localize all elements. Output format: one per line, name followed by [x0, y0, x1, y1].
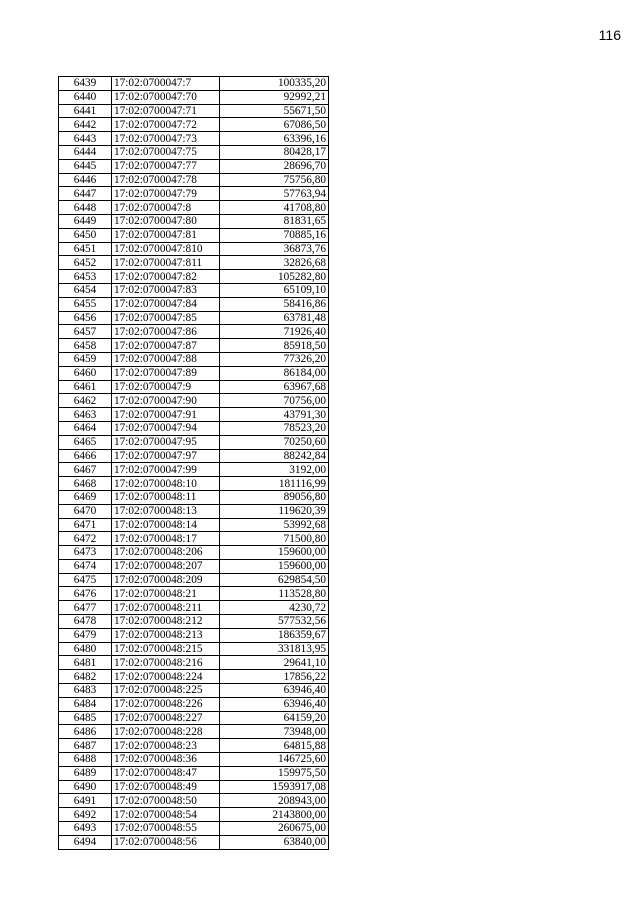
amount-cell: 36873,76	[220, 242, 329, 256]
cadastral-number-cell: 17:02:0700047:81	[112, 228, 220, 242]
amount-cell: 208943,00	[220, 794, 329, 808]
table-row	[59, 132, 329, 146]
cadastral-number-cell: 17:02:0700048:36	[112, 753, 220, 767]
table-row	[59, 283, 329, 297]
cadastral-number-cell: 17:02:0700048:13	[112, 504, 220, 518]
cadastral-number-cell: 17:02:0700047:90	[112, 394, 220, 408]
row-number-cell: 6487	[59, 739, 112, 753]
row-number-cell: 6462	[59, 394, 112, 408]
amount-cell: 331813,95	[220, 642, 329, 656]
cadastral-number-cell: 17:02:0700048:209	[112, 573, 220, 587]
amount-cell: 86184,00	[220, 366, 329, 380]
amount-cell: 119620,39	[220, 504, 329, 518]
row-number-cell: 6485	[59, 711, 112, 725]
table-row	[59, 739, 329, 753]
amount-cell: 63840,00	[220, 835, 329, 849]
row-number-cell: 6476	[59, 587, 112, 601]
row-number-cell: 6490	[59, 780, 112, 794]
table-row	[59, 753, 329, 767]
table-row	[59, 256, 329, 270]
cadastral-number-cell: 17:02:0700048:212	[112, 615, 220, 629]
amount-cell: 146725,60	[220, 753, 329, 767]
amount-cell: 3192,00	[220, 463, 329, 477]
amount-cell: 70250,60	[220, 435, 329, 449]
row-number-cell: 6492	[59, 808, 112, 822]
cadastral-number-cell: 17:02:0700047:82	[112, 270, 220, 284]
row-number-cell: 6452	[59, 256, 112, 270]
amount-cell: 67086,50	[220, 118, 329, 132]
table-row	[59, 684, 329, 698]
row-number-cell: 6440	[59, 90, 112, 104]
row-number-cell: 6488	[59, 753, 112, 767]
amount-cell: 41708,80	[220, 201, 329, 215]
row-number-cell: 6457	[59, 325, 112, 339]
amount-cell: 100335,20	[220, 77, 329, 91]
table-row	[59, 711, 329, 725]
table-row	[59, 77, 329, 91]
amount-cell: 63781,48	[220, 311, 329, 325]
cadastral-number-cell: 17:02:0700047:71	[112, 104, 220, 118]
row-number-cell: 6445	[59, 159, 112, 173]
amount-cell: 64815,88	[220, 739, 329, 753]
cadastral-number-cell: 17:02:0700047:70	[112, 90, 220, 104]
amount-cell: 55671,50	[220, 104, 329, 118]
cadastral-number-cell: 17:02:0700048:228	[112, 725, 220, 739]
amount-cell: 63946,40	[220, 684, 329, 698]
amount-cell: 43791,30	[220, 408, 329, 422]
amount-cell: 181116,99	[220, 477, 329, 491]
table-row	[59, 325, 329, 339]
table-row	[59, 794, 329, 808]
row-number-cell: 6480	[59, 642, 112, 656]
row-number-cell: 6473	[59, 546, 112, 560]
amount-cell: 78523,20	[220, 421, 329, 435]
table-row	[59, 421, 329, 435]
table-row	[59, 118, 329, 132]
table-row	[59, 380, 329, 394]
row-number-cell: 6442	[59, 118, 112, 132]
amount-cell: 1593917,08	[220, 780, 329, 794]
cadastral-number-cell: 17:02:0700048:206	[112, 546, 220, 560]
table-row	[59, 435, 329, 449]
table-row	[59, 559, 329, 573]
row-number-cell: 6443	[59, 132, 112, 146]
row-number-cell: 6456	[59, 311, 112, 325]
amount-cell: 4230,72	[220, 601, 329, 615]
row-number-cell: 6447	[59, 187, 112, 201]
cadastral-number-cell: 17:02:0700047:72	[112, 118, 220, 132]
amount-cell: 92992,21	[220, 90, 329, 104]
row-number-cell: 6461	[59, 380, 112, 394]
cadastral-number-cell: 17:02:0700047:87	[112, 339, 220, 353]
amount-cell: 159975,50	[220, 766, 329, 780]
cadastral-number-cell: 17:02:0700047:99	[112, 463, 220, 477]
table-row	[59, 366, 329, 380]
amount-cell: 57763,94	[220, 187, 329, 201]
table-row	[59, 587, 329, 601]
cadastral-number-cell: 17:02:0700047:85	[112, 311, 220, 325]
cadastral-number-cell: 17:02:0700048:21	[112, 587, 220, 601]
amount-cell: 81831,65	[220, 214, 329, 228]
cadastral-number-cell: 17:02:0700047:810	[112, 242, 220, 256]
cadastral-number-cell: 17:02:0700048:49	[112, 780, 220, 794]
row-number-cell: 6482	[59, 670, 112, 684]
amount-cell: 63396,16	[220, 132, 329, 146]
cadastral-number-cell: 17:02:0700047:7	[112, 77, 220, 91]
cadastral-number-cell: 17:02:0700047:88	[112, 352, 220, 366]
table-row	[59, 546, 329, 560]
row-number-cell: 6460	[59, 366, 112, 380]
row-number-cell: 6464	[59, 421, 112, 435]
cadastral-number-cell: 17:02:0700047:811	[112, 256, 220, 270]
row-number-cell: 6467	[59, 463, 112, 477]
table-row	[59, 601, 329, 615]
table-row	[59, 270, 329, 284]
cadastral-number-cell: 17:02:0700047:89	[112, 366, 220, 380]
amount-cell: 159600,00	[220, 559, 329, 573]
cadastral-number-cell: 17:02:0700048:56	[112, 835, 220, 849]
cadastral-number-cell: 17:02:0700048:11	[112, 490, 220, 504]
row-number-cell: 6494	[59, 835, 112, 849]
amount-cell: 577532,56	[220, 615, 329, 629]
cadastral-number-cell: 17:02:0700048:211	[112, 601, 220, 615]
table-row	[59, 808, 329, 822]
cadastral-number-cell: 17:02:0700047:84	[112, 297, 220, 311]
amount-cell: 65109,10	[220, 283, 329, 297]
row-number-cell: 6469	[59, 490, 112, 504]
row-number-cell: 6481	[59, 656, 112, 670]
table-row	[59, 394, 329, 408]
row-number-cell: 6483	[59, 684, 112, 698]
amount-cell: 186359,67	[220, 628, 329, 642]
table-row	[59, 449, 329, 463]
amount-cell: 64159,20	[220, 711, 329, 725]
cadastral-number-cell: 17:02:0700048:216	[112, 656, 220, 670]
data-table	[58, 76, 329, 850]
row-number-cell: 6449	[59, 214, 112, 228]
amount-cell: 73948,00	[220, 725, 329, 739]
cadastral-number-cell: 17:02:0700047:78	[112, 173, 220, 187]
table-row	[59, 615, 329, 629]
cadastral-number-cell: 17:02:0700048:224	[112, 670, 220, 684]
row-number-cell: 6465	[59, 435, 112, 449]
amount-cell: 58416,86	[220, 297, 329, 311]
amount-cell: 70756,00	[220, 394, 329, 408]
table-row	[59, 780, 329, 794]
table-row	[59, 339, 329, 353]
row-number-cell: 6455	[59, 297, 112, 311]
amount-cell: 85918,50	[220, 339, 329, 353]
row-number-cell: 6453	[59, 270, 112, 284]
amount-cell: 89056,80	[220, 490, 329, 504]
table-row	[59, 504, 329, 518]
row-number-cell: 6468	[59, 477, 112, 491]
cadastral-number-cell: 17:02:0700047:73	[112, 132, 220, 146]
amount-cell: 80428,17	[220, 145, 329, 159]
row-number-cell: 6470	[59, 504, 112, 518]
amount-cell: 2143800,00	[220, 808, 329, 822]
table-row	[59, 297, 329, 311]
amount-cell: 63946,40	[220, 697, 329, 711]
cadastral-number-cell: 17:02:0700047:9	[112, 380, 220, 394]
table-row	[59, 642, 329, 656]
cadastral-number-cell: 17:02:0700048:23	[112, 739, 220, 753]
amount-cell: 32826,68	[220, 256, 329, 270]
amount-cell: 629854,50	[220, 573, 329, 587]
cadastral-number-cell: 17:02:0700047:91	[112, 408, 220, 422]
table-row	[59, 104, 329, 118]
amount-cell: 105282,80	[220, 270, 329, 284]
row-number-cell: 6448	[59, 201, 112, 215]
amount-cell: 88242,84	[220, 449, 329, 463]
table-row	[59, 228, 329, 242]
amount-cell: 159600,00	[220, 546, 329, 560]
table-row	[59, 656, 329, 670]
row-number-cell: 6454	[59, 283, 112, 297]
table-row	[59, 90, 329, 104]
row-number-cell: 6463	[59, 408, 112, 422]
cadastral-number-cell: 17:02:0700048:213	[112, 628, 220, 642]
amount-cell: 113528,80	[220, 587, 329, 601]
row-number-cell: 6477	[59, 601, 112, 615]
cadastral-number-cell: 17:02:0700048:54	[112, 808, 220, 822]
amount-cell: 63967,68	[220, 380, 329, 394]
row-number-cell: 6479	[59, 628, 112, 642]
table-body	[59, 77, 329, 850]
cadastral-number-cell: 17:02:0700047:97	[112, 449, 220, 463]
amount-cell: 260675,00	[220, 822, 329, 836]
row-number-cell: 6441	[59, 104, 112, 118]
cadastral-number-cell: 17:02:0700048:55	[112, 822, 220, 836]
cadastral-number-cell: 17:02:0700048:215	[112, 642, 220, 656]
amount-cell: 17856,22	[220, 670, 329, 684]
cadastral-number-cell: 17:02:0700047:79	[112, 187, 220, 201]
row-number-cell: 6489	[59, 766, 112, 780]
table-row	[59, 463, 329, 477]
amount-cell: 29641,10	[220, 656, 329, 670]
cadastral-number-cell: 17:02:0700048:207	[112, 559, 220, 573]
amount-cell: 53992,68	[220, 518, 329, 532]
row-number-cell: 6444	[59, 145, 112, 159]
amount-cell: 28696,70	[220, 159, 329, 173]
table-row	[59, 628, 329, 642]
row-number-cell: 6458	[59, 339, 112, 353]
row-number-cell: 6474	[59, 559, 112, 573]
table-row	[59, 490, 329, 504]
cadastral-number-cell: 17:02:0700047:75	[112, 145, 220, 159]
row-number-cell: 6451	[59, 242, 112, 256]
row-number-cell: 6472	[59, 532, 112, 546]
cadastral-number-cell: 17:02:0700048:225	[112, 684, 220, 698]
amount-cell: 70885,16	[220, 228, 329, 242]
table-row	[59, 187, 329, 201]
amount-cell: 71926,40	[220, 325, 329, 339]
table-row	[59, 766, 329, 780]
amount-cell: 77326,20	[220, 352, 329, 366]
cadastral-number-cell: 17:02:0700048:50	[112, 794, 220, 808]
cadastral-number-cell: 17:02:0700048:14	[112, 518, 220, 532]
table-row	[59, 201, 329, 215]
table-row	[59, 242, 329, 256]
cadastral-number-cell: 17:02:0700048:17	[112, 532, 220, 546]
table-row	[59, 518, 329, 532]
cadastral-number-cell: 17:02:0700047:83	[112, 283, 220, 297]
table-row	[59, 835, 329, 849]
table-row	[59, 573, 329, 587]
amount-cell: 71500,80	[220, 532, 329, 546]
table-row	[59, 532, 329, 546]
row-number-cell: 6439	[59, 77, 112, 91]
page-number: 116	[598, 27, 621, 43]
row-number-cell: 6491	[59, 794, 112, 808]
table-row	[59, 725, 329, 739]
cadastral-number-cell: 17:02:0700048:227	[112, 711, 220, 725]
table-row	[59, 477, 329, 491]
row-number-cell: 6450	[59, 228, 112, 242]
row-number-cell: 6459	[59, 352, 112, 366]
cadastral-number-cell: 17:02:0700047:95	[112, 435, 220, 449]
table-row	[59, 822, 329, 836]
cadastral-number-cell: 17:02:0700047:77	[112, 159, 220, 173]
row-number-cell: 6446	[59, 173, 112, 187]
amount-cell: 75756,80	[220, 173, 329, 187]
table-row	[59, 173, 329, 187]
table-row	[59, 408, 329, 422]
table-row	[59, 159, 329, 173]
cadastral-number-cell: 17:02:0700047:80	[112, 214, 220, 228]
cadastral-number-cell: 17:02:0700047:8	[112, 201, 220, 215]
table-row	[59, 145, 329, 159]
cadastral-number-cell: 17:02:0700047:86	[112, 325, 220, 339]
row-number-cell: 6471	[59, 518, 112, 532]
table-row	[59, 214, 329, 228]
row-number-cell: 6486	[59, 725, 112, 739]
cadastral-number-cell: 17:02:0700048:226	[112, 697, 220, 711]
row-number-cell: 6484	[59, 697, 112, 711]
row-number-cell: 6466	[59, 449, 112, 463]
cadastral-number-cell: 17:02:0700047:94	[112, 421, 220, 435]
row-number-cell: 6475	[59, 573, 112, 587]
table-row	[59, 670, 329, 684]
row-number-cell: 6478	[59, 615, 112, 629]
table-row	[59, 352, 329, 366]
cadastral-number-cell: 17:02:0700048:47	[112, 766, 220, 780]
table-row	[59, 311, 329, 325]
cadastral-number-cell: 17:02:0700048:10	[112, 477, 220, 491]
row-number-cell: 6493	[59, 822, 112, 836]
table-row	[59, 697, 329, 711]
